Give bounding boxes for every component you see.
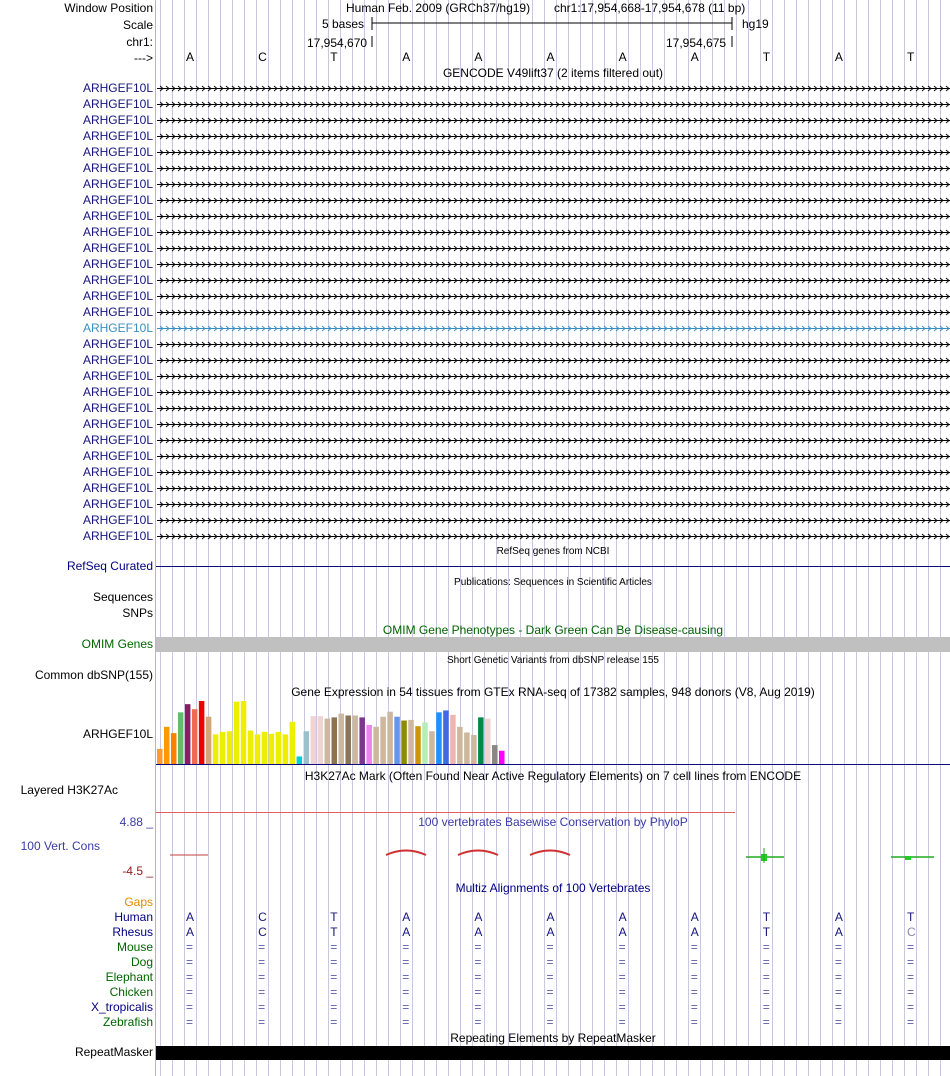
alignment-match: = bbox=[474, 940, 482, 954]
gtex-tissue-bar[interactable] bbox=[304, 731, 310, 764]
alignment-match: = bbox=[546, 970, 554, 984]
gtex-tissue-bar[interactable] bbox=[325, 719, 331, 764]
gtex-tissue-bar[interactable] bbox=[373, 727, 379, 764]
alignment-match: = bbox=[258, 1015, 266, 1029]
species-label[interactable]: X_tropicalis bbox=[90, 1000, 153, 1014]
gtex-tissue-bar[interactable] bbox=[401, 721, 407, 764]
gencode-gene-label[interactable]: ARHGEF10L bbox=[82, 289, 153, 303]
alignment-match: = bbox=[762, 1015, 770, 1029]
gtex-tissue-bar[interactable] bbox=[485, 719, 491, 764]
gtex-tissue-bar[interactable] bbox=[471, 735, 477, 764]
omim-label[interactable]: OMIM Genes bbox=[81, 637, 153, 651]
gtex-bar-chart[interactable] bbox=[157, 701, 505, 764]
alignment-match: = bbox=[618, 1015, 626, 1029]
gtex-tissue-bar[interactable] bbox=[443, 710, 449, 764]
gencode-gene-label[interactable]: ARHGEF10L bbox=[82, 209, 153, 223]
alignment-match: = bbox=[690, 970, 698, 984]
gtex-tissue-bar[interactable] bbox=[318, 716, 324, 764]
alignment-match: = bbox=[762, 970, 770, 984]
alignment-match: = bbox=[690, 940, 698, 954]
gencode-gene-label[interactable]: ARHGEF10L bbox=[82, 161, 153, 175]
strand-label: ---> bbox=[134, 51, 153, 65]
gtex-tissue-bar[interactable] bbox=[478, 717, 484, 764]
phylop-max: 4.88 _ bbox=[119, 815, 153, 829]
aligned-base: A bbox=[474, 925, 483, 939]
alignment-match: = bbox=[690, 985, 698, 999]
phylop-title: 100 vertebrates Basewise Conservation by PhyloP bbox=[418, 815, 688, 829]
alignment-match: = bbox=[907, 1015, 915, 1029]
gtex-tissue-bar[interactable] bbox=[255, 734, 261, 764]
alignment-match: = bbox=[402, 970, 410, 984]
base-letter: T bbox=[762, 50, 771, 64]
gencode-gene-label[interactable]: ARHGEF10L bbox=[82, 353, 153, 367]
gtex-tissue-bar[interactable] bbox=[297, 756, 303, 764]
aligned-base: A bbox=[834, 925, 843, 939]
alignment-match: = bbox=[546, 955, 554, 969]
base-letter: T bbox=[907, 50, 915, 64]
alignment-match: = bbox=[186, 940, 194, 954]
gtex-tissue-bar[interactable] bbox=[311, 716, 317, 764]
alignment-match: = bbox=[907, 970, 915, 984]
gtex-tissue-bar[interactable] bbox=[408, 720, 414, 764]
aligned-base: A bbox=[402, 925, 411, 939]
gtex-tissue-bar[interactable] bbox=[220, 732, 226, 764]
aligned-base: A bbox=[402, 910, 411, 924]
gtex-tissue-bar[interactable] bbox=[171, 733, 177, 764]
gtex-tissue-bar[interactable] bbox=[352, 715, 358, 764]
alignment-match: = bbox=[907, 1000, 915, 1014]
alignment-match: = bbox=[690, 1015, 698, 1029]
alignment-match: = bbox=[618, 1000, 626, 1014]
alignment-match: = bbox=[402, 985, 410, 999]
gtex-tissue-bar[interactable] bbox=[366, 725, 372, 764]
gtex-tissue-bar[interactable] bbox=[415, 726, 421, 764]
dbsnp-title: Short Genetic Variants from dbSNP release 155 bbox=[447, 655, 659, 666]
gtex-tissue-bar[interactable] bbox=[269, 734, 275, 764]
alignment-match: = bbox=[186, 955, 194, 969]
gencode-transcripts[interactable] bbox=[157, 86, 950, 539]
gtex-tissue-bar[interactable] bbox=[164, 727, 170, 764]
aligned-base: A bbox=[186, 910, 195, 924]
gtex-tissue-bar[interactable] bbox=[283, 734, 289, 764]
scale-text: 5 bases bbox=[322, 17, 365, 31]
base-letter: A bbox=[690, 50, 699, 64]
species-label[interactable]: Human bbox=[114, 910, 153, 924]
alignment-match: = bbox=[690, 955, 698, 969]
aligned-base: T bbox=[907, 910, 915, 924]
aligned-base: A bbox=[690, 910, 699, 924]
dbsnp-label[interactable]: Common dbSNP(155) bbox=[34, 668, 153, 682]
omim-title: OMIM Gene Phenotypes - Dark Green Can Be Disease-causing bbox=[382, 623, 724, 637]
gencode-gene-label[interactable]: ARHGEF10L bbox=[82, 385, 153, 399]
gaps-label[interactable]: Gaps bbox=[124, 895, 153, 909]
publications-snps-label[interactable]: SNPs bbox=[122, 606, 153, 620]
gencode-gene-label[interactable]: ARHGEF10L bbox=[82, 449, 153, 463]
gtex-label[interactable]: ARHGEF10L bbox=[82, 727, 153, 741]
repeatmasker-label[interactable]: RepeatMasker bbox=[74, 1045, 153, 1059]
alignment-match: = bbox=[618, 970, 626, 984]
base-letter: A bbox=[618, 50, 627, 64]
alignment-match: = bbox=[618, 955, 626, 969]
alignment-match: = bbox=[330, 1015, 338, 1029]
gtex-tissue-bar[interactable] bbox=[332, 717, 338, 764]
aligned-base: T bbox=[762, 925, 771, 939]
alignment-match: = bbox=[834, 1015, 842, 1029]
species-label[interactable]: Elephant bbox=[105, 970, 153, 984]
gtex-tissue-bar[interactable] bbox=[234, 702, 240, 764]
phylop-min: -4.5 _ bbox=[122, 864, 153, 878]
aligned-base: A bbox=[546, 925, 555, 939]
position-readout: chr1:17,954,668-17,954,678 (11 bp) bbox=[554, 1, 746, 15]
gtex-tissue-bar[interactable] bbox=[199, 701, 205, 764]
base-letter: A bbox=[546, 50, 555, 64]
gtex-tissue-bar[interactable] bbox=[192, 709, 198, 764]
gencode-gene-label[interactable]: ARHGEF10L bbox=[82, 97, 153, 111]
alignment-match: = bbox=[834, 985, 842, 999]
alignment-match: = bbox=[474, 1015, 482, 1029]
alignment-match: = bbox=[474, 970, 482, 984]
gtex-tissue-bar[interactable] bbox=[422, 722, 428, 764]
scale-label: Scale bbox=[122, 18, 153, 32]
alignment-match: = bbox=[762, 1000, 770, 1014]
assembly-name: Human Feb. 2009 (GRCh37/hg19) bbox=[346, 1, 531, 15]
gencode-gene-label[interactable]: ARHGEF10L bbox=[82, 369, 153, 383]
gtex-tissue-bar[interactable] bbox=[436, 712, 442, 764]
gtex-tissue-bar[interactable] bbox=[387, 712, 393, 764]
gencode-gene-label[interactable]: ARHGEF10L bbox=[82, 81, 153, 95]
alignment-match: = bbox=[762, 955, 770, 969]
gencode-gene-label[interactable]: ARHGEF10L bbox=[82, 193, 153, 207]
gencode-gene-label[interactable]: ARHGEF10L bbox=[82, 225, 153, 239]
gencode-gene-label[interactable]: ARHGEF10L bbox=[82, 481, 153, 495]
gencode-gene-label[interactable]: ARHGEF10L bbox=[82, 529, 153, 543]
base-letter: C bbox=[258, 50, 267, 64]
gtex-tissue-bar[interactable] bbox=[178, 712, 184, 764]
refseq-title: RefSeq genes from NCBI bbox=[496, 546, 610, 557]
aligned-base: T bbox=[762, 910, 771, 924]
repeatmasker-title: Repeating Elements by RepeatMasker bbox=[450, 1031, 656, 1045]
alignment-match: = bbox=[258, 985, 266, 999]
gtex-tissue-bar[interactable] bbox=[276, 732, 282, 764]
h3k27ac-title: H3K27Ac Mark (Often Found Near Active Regulatory Elements) on 7 cell lines from ENCODE bbox=[304, 769, 802, 783]
gencode-gene-label[interactable]: ARHGEF10L bbox=[82, 433, 153, 447]
aligned-base: C bbox=[907, 925, 916, 939]
alignment-match: = bbox=[834, 970, 842, 984]
alignment-match: = bbox=[258, 940, 266, 954]
base-letter: T bbox=[330, 50, 338, 64]
alignment-match: = bbox=[186, 985, 194, 999]
alignment-match: = bbox=[474, 1000, 482, 1014]
alignment-match: = bbox=[258, 955, 266, 969]
gtex-tissue-bar[interactable] bbox=[450, 715, 456, 764]
species-label[interactable]: Mouse bbox=[116, 940, 153, 954]
gtex-tissue-bar[interactable] bbox=[206, 717, 212, 764]
gencode-title: GENCODE V49lift37 (2 items filtered out) bbox=[442, 66, 664, 80]
alignment-match: = bbox=[618, 940, 626, 954]
gencode-gene-label[interactable]: ARHGEF10L bbox=[82, 257, 153, 271]
gtex-tissue-bar[interactable] bbox=[262, 732, 268, 764]
gtex-tissue-bar[interactable] bbox=[338, 714, 344, 764]
gtex-tissue-bar[interactable] bbox=[185, 704, 191, 764]
alignment-match: = bbox=[402, 1015, 410, 1029]
alignment-match: = bbox=[546, 1015, 554, 1029]
gtex-tissue-bar[interactable] bbox=[457, 727, 463, 764]
chrom-label: chr1: bbox=[126, 35, 153, 49]
gtex-tissue-bar[interactable] bbox=[380, 717, 386, 764]
gtex-tissue-bar[interactable] bbox=[394, 717, 400, 764]
alignment-match: = bbox=[330, 940, 338, 954]
alignment-match: = bbox=[258, 1000, 266, 1014]
alignment-match: = bbox=[834, 1000, 842, 1014]
aligned-base: T bbox=[330, 925, 338, 939]
alignment-match: = bbox=[186, 1015, 194, 1029]
gtex-tissue-bar[interactable] bbox=[345, 715, 351, 764]
aligned-base: A bbox=[186, 925, 195, 939]
alignment-match: = bbox=[762, 940, 770, 954]
gtex-tissue-bar[interactable] bbox=[241, 701, 247, 764]
alignment-match: = bbox=[402, 1000, 410, 1014]
alignment-match: = bbox=[834, 940, 842, 954]
gtex-tissue-bar[interactable] bbox=[213, 734, 219, 764]
aligned-base: C bbox=[258, 910, 267, 924]
base-letter: A bbox=[474, 50, 483, 64]
gtex-tissue-bar[interactable] bbox=[499, 751, 505, 764]
base-letter: A bbox=[402, 50, 411, 64]
publications-sequences-label[interactable]: Sequences bbox=[92, 590, 153, 604]
aligned-base: A bbox=[618, 910, 627, 924]
gencode-gene-label[interactable]: ARHGEF10L bbox=[82, 497, 153, 511]
aligned-base: A bbox=[690, 925, 699, 939]
aligned-base: A bbox=[834, 910, 843, 924]
alignment-match: = bbox=[618, 985, 626, 999]
db-name: hg19 bbox=[742, 17, 769, 31]
gencode-gene-label[interactable]: ARHGEF10L bbox=[82, 129, 153, 143]
alignment-match: = bbox=[546, 940, 554, 954]
alignment-match: = bbox=[690, 1000, 698, 1014]
base-letter: A bbox=[834, 50, 843, 64]
gtex-tissue-bar[interactable] bbox=[429, 731, 435, 764]
alignment-match: = bbox=[907, 985, 915, 999]
gencode-gene-label[interactable]: ARHGEF10L bbox=[82, 273, 153, 287]
species-label[interactable]: Rhesus bbox=[112, 925, 153, 939]
alignment-match: = bbox=[907, 940, 915, 954]
alignment-match: = bbox=[258, 970, 266, 984]
aligned-base: T bbox=[330, 910, 338, 924]
gencode-gene-label[interactable]: ARHGEF10L bbox=[82, 513, 153, 527]
publications-title: Publications: Sequences in Scientific Articles bbox=[454, 577, 652, 588]
alignment-match: = bbox=[330, 1000, 338, 1014]
window-position-label: Window Position bbox=[64, 1, 153, 15]
alignment-match: = bbox=[474, 955, 482, 969]
alignment-match: = bbox=[762, 985, 770, 999]
gencode-gene-label[interactable]: ARHGEF10L bbox=[82, 305, 153, 319]
h3k27ac-label[interactable]: Layered H3K27Ac bbox=[20, 783, 118, 797]
repeatmasker-bar[interactable] bbox=[156, 1046, 950, 1060]
aligned-base: A bbox=[546, 910, 555, 924]
alignment-match: = bbox=[402, 955, 410, 969]
base-letter: A bbox=[186, 50, 195, 64]
alignment-match: = bbox=[330, 955, 338, 969]
alignment-match: = bbox=[330, 985, 338, 999]
aligned-base: A bbox=[474, 910, 483, 924]
gtex-title: Gene Expression in 54 tissues from GTEx RNA-seq of 17382 samples, 948 donors (V8, Aug 2019) bbox=[291, 685, 815, 699]
gencode-gene-label[interactable]: ARHGEF10L bbox=[82, 177, 153, 191]
gencode-gene-label[interactable]: ARHGEF10L bbox=[82, 465, 153, 479]
aligned-base: C bbox=[258, 925, 267, 939]
gtex-tissue-bar[interactable] bbox=[227, 731, 233, 764]
species-label[interactable]: Dog bbox=[130, 955, 153, 969]
gtex-tissue-bar[interactable] bbox=[492, 745, 498, 764]
omim-gene-bar[interactable] bbox=[156, 637, 950, 652]
species-label[interactable]: Zebrafish bbox=[102, 1015, 153, 1029]
multiz-title: Multiz Alignments of 100 Vertebrates bbox=[455, 881, 651, 895]
phylop-label[interactable]: 100 Vert. Cons bbox=[20, 839, 100, 853]
phylop-signal[interactable] bbox=[170, 848, 934, 863]
gencode-gene-label[interactable]: ARHGEF10L bbox=[82, 113, 153, 127]
gencode-gene-label[interactable]: ARHGEF10L bbox=[82, 337, 153, 351]
alignment-match: = bbox=[402, 940, 410, 954]
gtex-tissue-bar[interactable] bbox=[157, 749, 163, 764]
gtex-tissue-bar[interactable] bbox=[464, 733, 470, 765]
alignment-match: = bbox=[546, 985, 554, 999]
alignment-match: = bbox=[834, 955, 842, 969]
alignment-match: = bbox=[474, 985, 482, 999]
gtex-tissue-bar[interactable] bbox=[290, 722, 296, 764]
alignment-match: = bbox=[546, 1000, 554, 1014]
gencode-gene-label[interactable]: ARHGEF10L bbox=[82, 401, 153, 415]
gtex-tissue-bar[interactable] bbox=[359, 717, 365, 764]
refseq-label[interactable]: RefSeq Curated bbox=[66, 559, 153, 573]
gencode-gene-label[interactable]: ARHGEF10L bbox=[82, 417, 153, 431]
gencode-gene-label[interactable]: ARHGEF10L bbox=[82, 321, 153, 335]
gtex-tissue-bar[interactable] bbox=[248, 731, 254, 764]
aligned-base: A bbox=[618, 925, 627, 939]
alignment-match: = bbox=[186, 1000, 194, 1014]
coord-right: 17,954,675 bbox=[666, 36, 727, 50]
gencode-gene-label[interactable]: ARHGEF10L bbox=[82, 145, 153, 159]
species-label[interactable]: Chicken bbox=[109, 985, 153, 999]
gencode-gene-label[interactable]: ARHGEF10L bbox=[82, 241, 153, 255]
coord-left: 17,954,670 bbox=[307, 36, 368, 50]
alignment-match: = bbox=[186, 970, 194, 984]
alignment-match: = bbox=[330, 970, 338, 984]
alignment-match: = bbox=[907, 955, 915, 969]
